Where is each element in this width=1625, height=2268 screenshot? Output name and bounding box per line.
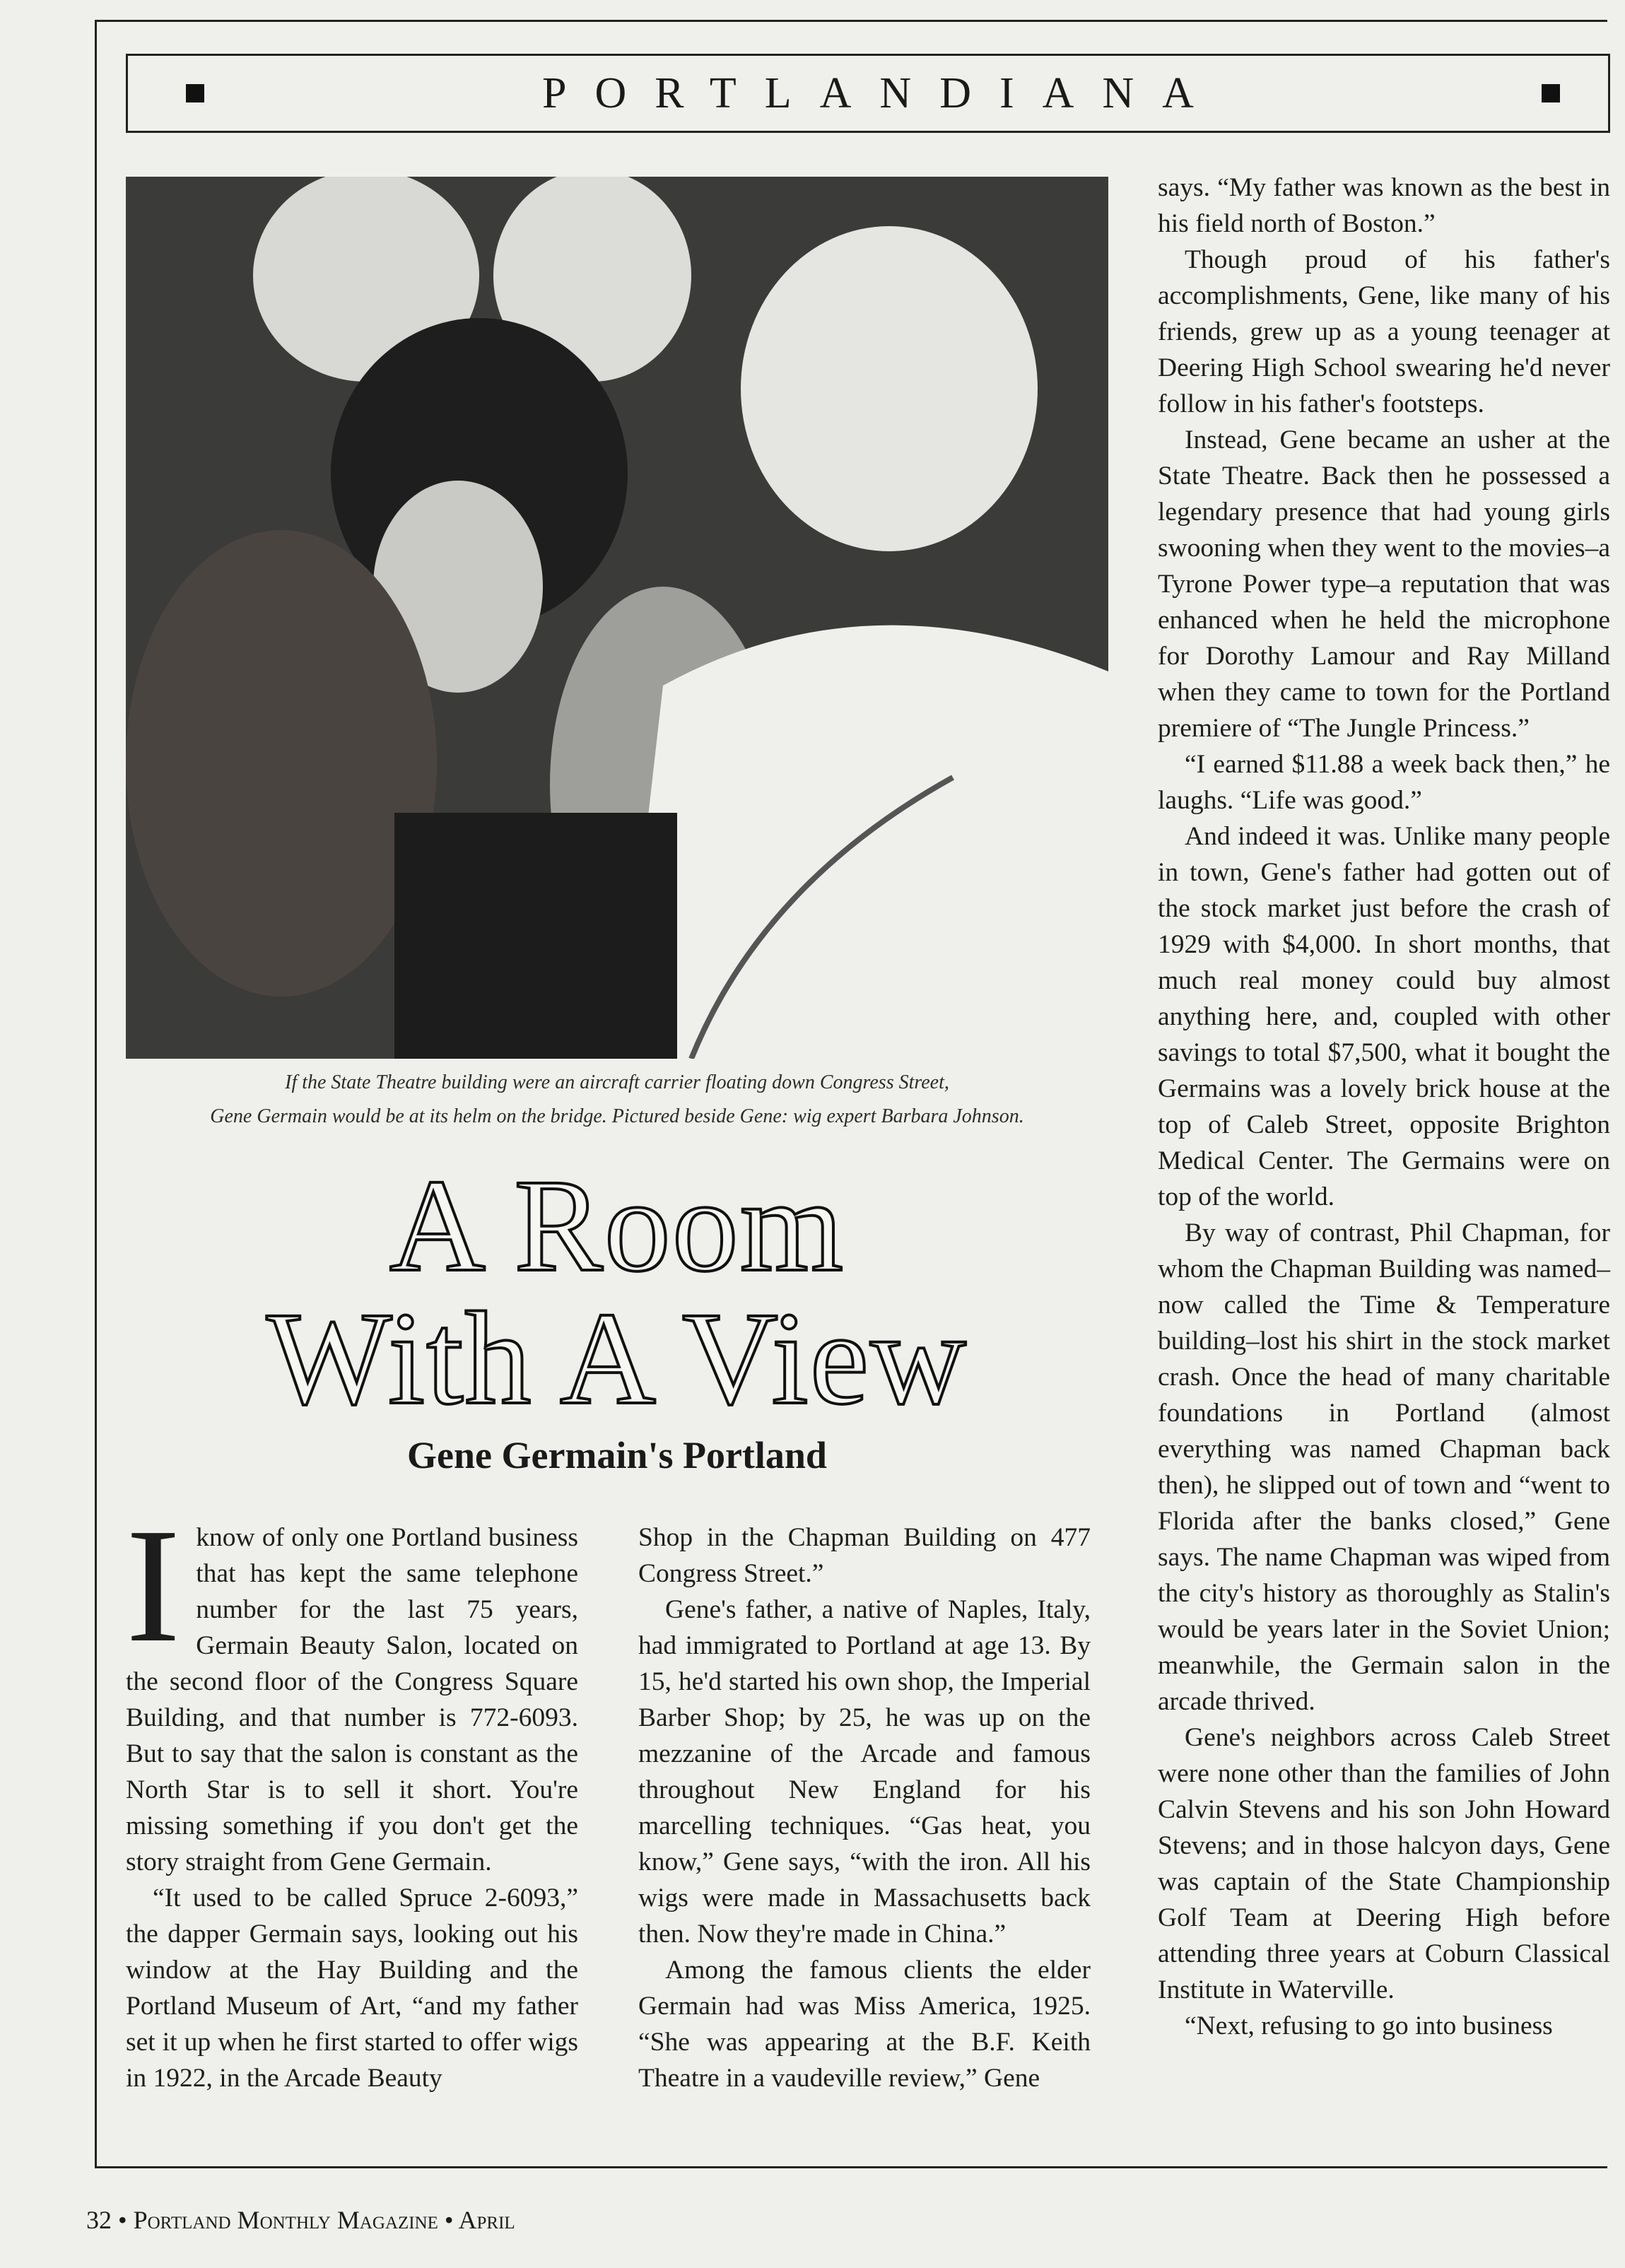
headline (126, 1151, 1108, 1432)
article-column-2 (638, 1520, 1091, 2096)
subhead: Gene Germain's Portland (407, 1434, 827, 1476)
article-photo (126, 177, 1108, 1059)
paragraph: “Next, refusing to go into business (1185, 2011, 1553, 2040)
paragraph: By way of contrast, Phil Chapman, for whom the Chapman Building was named–now called the Time & Temperature building–lost his shirt in the stock market crash. Once the head of many charitable foundations in Portland (almost everything was named Chapman back then), he slipped out of town and “went to Florida after the banks closed,” Gene says. The name Chapman was wiped from the city's history as thoroughly as Stalin's would be years later in the Soviet Union; meanwhile, the Germain salon in the arcade thrived. (1158, 1218, 1610, 1716)
square-bullet-icon (1542, 84, 1560, 102)
paragraph: Gene's neighbors across Caleb Street were none other than the families of John Calvin Stevens and his son John Howard Stevens; and in those halcyon days, Gene was captain of the State Championship Golf Team at Deering High before attending three years at Coburn Classical Institute in Waterville. (1158, 1723, 1610, 2004)
drop-cap: I (126, 1495, 181, 1676)
paragraph: Though proud of his father's accomplishments, Gene, like many of his friends, grew up as a young teenager at Deering High School swearing he'd never follow in his father's footsteps. (1158, 245, 1610, 418)
paragraph: And indeed it was. Unlike many people in town, Gene's father had gotten out of the stock market just before the crash of 1929 with $4,000. In short months, that much real money could buy almost anything here, and, coupled with other savings to total $7,500, what it bought the Germains was a lovely brick house at the top of Caleb Street, opposite Brighton Medical Center. The Germains were on top of the world. (1158, 822, 1610, 1211)
photo-caption (126, 1066, 1108, 1134)
paragraph: Gene's father, a native of Naples, Italy, had immigrated to Portland at age 13. By 15, he'd started his own shop, the Imperial Barber Shop; by 25, he was up on the mezzanine of the Arcade and famous throughout New England for his marcelling techniques. “Gas heat, you know,” Gene says, “with the iron. All his wigs were made in Massachusetts back then. Now they're made in China.” (638, 1595, 1091, 1949)
paragraph: Instead, Gene became an usher at the State Theatre. Back then he possessed a legendary presence that had young girls swooning when they went to the movies–a Tyrone Power type–a reputation that was enhanced when he held the microphone for Dorothy Lamour and Ray Milland when they came to town for the Portland premiere of “The Jungle Princess.” (1158, 425, 1610, 743)
caption-line: Gene Germain would be at its helm on the bridge. Pictured beside Gene: wig expert Barbara Johnson. (210, 1105, 1024, 1127)
page-footer: 32 • Portland Monthly Magazine • April (86, 2206, 515, 2234)
headline-line: With A View (266, 1284, 968, 1432)
caption-line: If the State Theatre building were an aircraft carrier floating down Congress Street, (285, 1071, 949, 1093)
square-bullet-icon (186, 84, 204, 102)
paragraph: “I earned $11.88 a week back then,” he laughs. “Life was good.” (1158, 750, 1610, 815)
article-column-1 (126, 1495, 578, 2096)
section-header (126, 54, 1610, 133)
section-title: PORTLANDIANA (542, 69, 1222, 117)
headline-line: A Room (389, 1151, 845, 1299)
paragraph: Iknow of only one Portland business that has kept the same telephone number for the last 75 years, Germain Beauty Salon, located on the second floor of the Congress Square Building, and that number is 772-6093. But to say that the salon is constant as the North Star is to sell it short. You're missing something if you don't get the story straight from Gene Germain. (126, 1495, 578, 1876)
paragraph: Among the famous clients the elder Germain had was Miss America, 1925. “She was appearing at the B.F. Keith Theatre in a vaudeville review,” Gene (638, 1956, 1091, 2093)
paragraph: Shop in the Chapman Building on 477 Congress Street.” (638, 1523, 1091, 1588)
paragraph: “It used to be called Spruce 2-6093,” the dapper Germain says, looking out his window at the Hay Building and the Portland Museum of Art, “and my father set it up when he first started to offer wigs in 1922, in the Arcade Beauty (126, 1884, 578, 2093)
paragraph: says. “My father was known as the best in his field north of Boston.” (1158, 173, 1610, 238)
article-column-3 (1158, 170, 1610, 2044)
